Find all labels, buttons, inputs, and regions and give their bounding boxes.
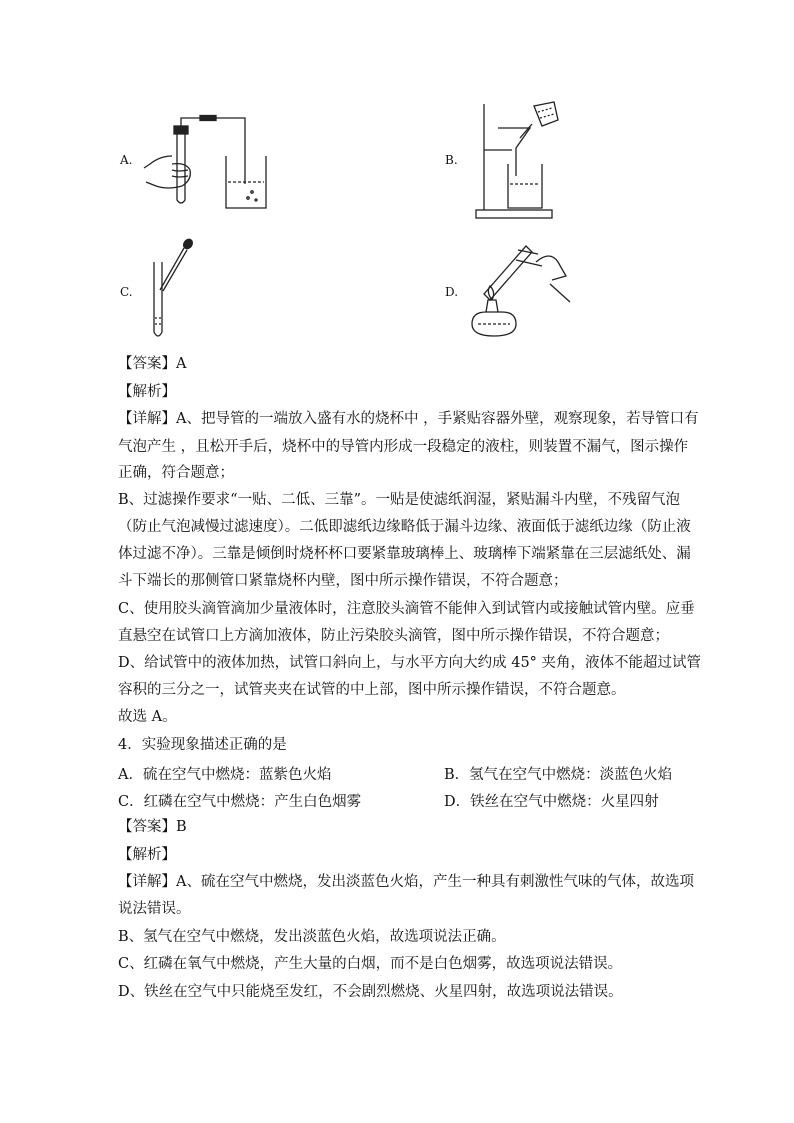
q3-answer [118,354,186,374]
detail-text: A、把导管的一端放入盛有水的烧杯中 ，手紧贴容器外壁，观察现象，若导管口有 [176,411,699,427]
answer-tag: 【答案】 [118,356,176,372]
detail-tag: 【详解】 [118,874,176,890]
dropper-in-test-tube-diagram-icon [146,238,196,342]
q3-line: 容积的三分之一，试管夹夹在试管的中上部，图中所示操作错误，不符合题意。 [118,682,626,698]
q4-option-c: C．红磷在空气中燃烧：产生白色烟雾 [118,794,362,810]
figure-b-label: B. [445,153,458,167]
filtration-diagram-icon [472,98,572,220]
q3-line: 体过滤不净）。三靠是倾倒时烧杯杯口要紧靠玻璃棒上、玻璃棒下端紧靠在三层滤纸处、漏 [118,546,691,562]
q4-option-a: A．硫在空气中燃烧：蓝紫色火焰 [118,767,332,783]
answer-value: B [176,819,187,835]
q3-line: B、过滤操作要求“一贴、二低、三靠”。一贴是使滤纸润湿，紧贴漏斗内壁，不残留气泡 [118,492,680,508]
q4-detail-line [118,872,694,892]
airtightness-check-diagram-icon [142,112,272,212]
q3-line: 正确，符合题意； [118,465,234,481]
q3-line: C、使用胶头滴管滴加少量液体时，注意胶头滴管不能伸入到试管内或接触试管内壁。应垂 [118,601,695,617]
q3-line: （防止气泡减慢过滤速度）。二低即滤纸边缘略低于漏斗边缘、液面低于滤纸边缘（防止液 [118,519,691,535]
detail-text: A、硫在空气中燃烧，发出淡蓝色火焰，产生一种具有刺激性气味的气体，故选项 [176,874,694,890]
q3-analysis-tag: 【解析】 [118,384,176,400]
q4-line: 说法错误。 [118,901,191,917]
q4-option-b: B．氢气在空气中燃烧：淡蓝色火焰 [444,767,673,783]
q3-line: 斗下端长的那侧管口紧靠烧杯内壁，图中所示操作错误，不符合题意； [118,573,568,589]
answer-value: A [176,356,187,372]
q3-line: 气泡产生 ，且松开手后，烧杯中的导管内形成一段稳定的液柱，则装置不漏气，图示操作 [118,439,689,455]
figure-c-label: C. [120,285,133,299]
q3-conclusion: 故选 A。 [118,709,177,725]
q4-analysis-tag: 【解析】 [118,847,176,863]
q4-option-d: D．铁丝在空气中燃烧：火星四射 [444,794,659,810]
q3-line: 直悬空在试管口上方滴加液体，防止污染胶头滴管，图中所示操作错误，不符合题意； [118,628,669,644]
answer-tag: 【答案】 [118,819,176,835]
q4-line: C、红磷在氧气中燃烧，产生大量的白烟，而不是白色烟雾，故选项说法错误。 [118,956,623,972]
q4-line: B、氢气在空气中燃烧，发出淡蓝色火焰，故选项说法正确。 [118,929,506,945]
q4-stem: 4．实验现象描述正确的是 [118,737,287,753]
heating-test-tube-diagram-icon [466,240,576,344]
figure-d-label: D. [445,285,459,299]
q3-detail-line [118,409,699,429]
q3-line: D、给试管中的液体加热，试管口斜向上，与水平方向大约成 45° 夹角，液体不能超过试管 [118,655,702,671]
detail-tag: 【详解】 [118,411,176,427]
q4-line: D、铁丝在空气中只能烧至发红，不会剧烈燃烧、火星四射，故选项说法错误。 [118,984,623,1000]
figure-a-label: A. [120,153,133,167]
q4-answer [118,817,187,837]
